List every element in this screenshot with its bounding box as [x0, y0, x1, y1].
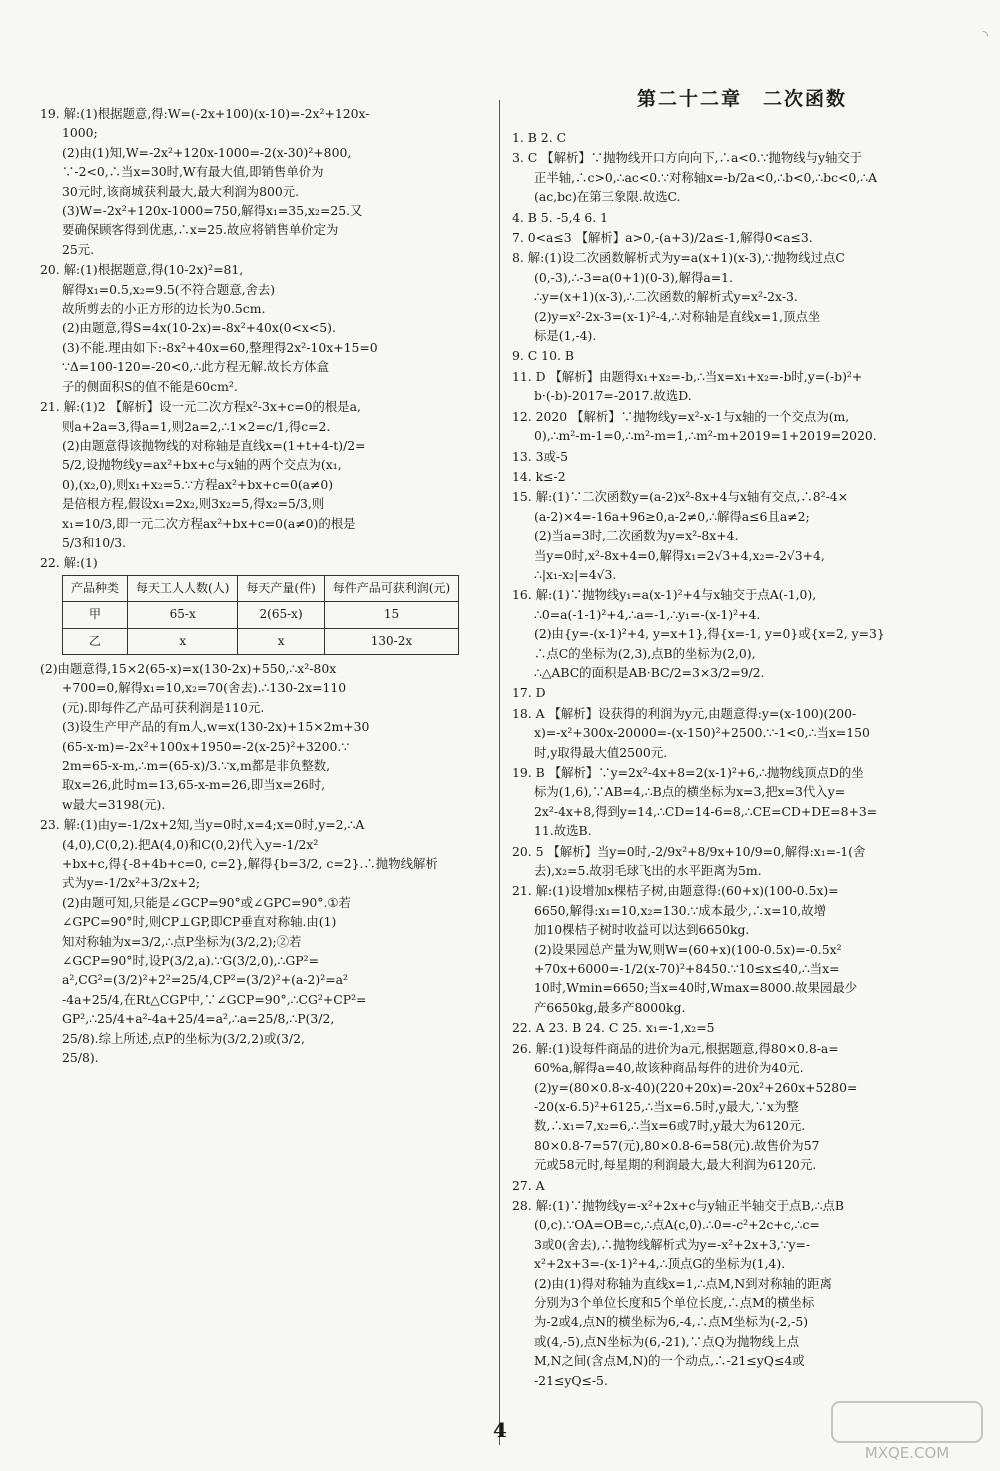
answer-line: (2)由{y=-(x-1)²+4, y=x+1},得{x=-1, y=0}或{x=2, y=3}	[534, 626, 885, 642]
answer-line: 16. 解:(1)∵抛物线y₁=a(x-1)²+4与x轴交于点A(-1,0),	[512, 587, 817, 603]
answer-item	[512, 881, 972, 1017]
answer-line: 产6650kg,最多产8000kg.	[534, 999, 686, 1015]
table-header-cell: 每天工人人数(人)	[128, 575, 238, 601]
answer-line: 25/8).综上所述,点P的坐标为(3/2,2)或(3/2,	[62, 1030, 305, 1046]
answer-line: 11. D 【解析】由题得x₁+x₂=-b,∴当x=x₁+x₂=-b时,y=(-b)²+	[512, 368, 863, 384]
answer-line: 27. A	[512, 1177, 545, 1193]
answer-line: 17. D	[512, 685, 546, 701]
table-header-cell: 每天产量(件)	[238, 575, 324, 601]
answer-line: 当y=0时,x²-8x+4=0,解得x₁=2√3+4,x₂=-2√3+4,	[534, 547, 825, 563]
answer-line: 28. 解:(1)∵抛物线y=-x²+2x+c与y轴正半轴交于点B,∴点B	[512, 1197, 844, 1213]
answer-line: 0),∴m²-m-1=0,∴m²-m=1,∴m²-m+2019=1+2019=2020.	[534, 428, 877, 444]
table-row	[63, 602, 459, 628]
answer-item	[512, 585, 972, 682]
answer-item	[40, 553, 486, 655]
answer-item	[512, 1176, 972, 1195]
answer-line: (元).即每件乙产品可获利润是110元.	[62, 699, 265, 715]
answer-line: 1. B 2. C	[512, 130, 567, 145]
answer-line: 19. B 【解析】∵y=2x²-4x+8=2(x-1)²+6,∴抛物线顶点D的坐	[512, 765, 864, 780]
answer-line: b·(-b)-2017=-2017.故选D.	[534, 388, 692, 404]
answer-line: 分别为3个单位长度和5个单位长度,∴点M的横坐标	[534, 1294, 815, 1310]
answer-line: 14. k≤-2	[512, 468, 566, 484]
answer-line: 2x²-4x+8,得到y=14,∴CD=14-6=8,∴CE=CD+DE=8+3=	[534, 803, 878, 819]
answer-line: 正半轴,∴c>0,∴ac<0.∵对称轴x=-b/2a<0,∴b<0,∴bc<0,∴A	[534, 169, 878, 185]
answer-item	[512, 208, 972, 227]
answer-line: 4. B 5. -5,4 6. 1	[512, 209, 609, 225]
answer-item	[512, 367, 972, 406]
answer-line: (a-2)×4=-16a+96≥0,a-2≠0,∴解得a≤6且a≠2;	[534, 508, 810, 524]
answer-line: 3或0(舍去),∴抛物线解析式为y=-x²+2x+3,∵y=-	[534, 1236, 811, 1252]
answer-line: (2)由题意得,15×2(65-x)=x(130-2x)+550,∴x²-80x	[40, 660, 337, 676]
answer-item	[40, 815, 486, 1067]
answer-line: +bx+c,得{-8+4b+c=0, c=2},解得{b=3/2, c=2}.∴抛物线解析	[62, 856, 438, 872]
answer-line: 8. 解:(1)设二次函数解析式为y=a(x+1)(x-3),∵抛物线过点C	[512, 250, 845, 266]
answer-line: 则a+2a=3,得a=1,则2a=2,∴1×2=c/1,得c=2.	[62, 418, 331, 434]
answer-line: 5/3和10/3.	[62, 534, 127, 550]
answer-line: ∴|x₁-x₂|=4√3.	[534, 566, 617, 582]
answer-line: 30元时,该商城获利最大,最大利润为800元.	[62, 183, 300, 199]
answer-line: 23. 解:(1)由y=-1/2x+2知,当y=0时,x=4;x=0时,y=2,∴A	[40, 817, 365, 833]
answer-item	[512, 704, 972, 762]
answer-line: -21≤yQ≤-5.	[534, 1372, 608, 1388]
answer-line: 11.故选B.	[534, 823, 592, 839]
answer-line: 2m=65-x-m,∴m=(65-x)/3.∵x,m都是非负整数,	[62, 758, 331, 773]
answer-line: (2)由题可知,只能是∠GCP=90°或∠GPC=90°.①若	[62, 894, 351, 910]
answer-line: 取x=26,此时m=13,65-x-m=26,即当x=26时,	[62, 777, 326, 793]
answer-line: (2)当a=3时,二次函数为y=x²-8x+4.	[534, 528, 739, 544]
answer-item	[512, 487, 972, 584]
answer-line: +700=0,解得x₁=10,x₂=70(舍去).∴130-2x=110	[62, 680, 347, 696]
answer-line: 数,∴x₁=7,x₂=6,∴当x=6或7时,y最大为6120元.	[534, 1118, 806, 1134]
table-cell: 15	[324, 602, 458, 628]
answer-line: 式为y=-1/2x²+3/2x+2;	[62, 875, 200, 891]
column-divider	[499, 100, 500, 1445]
answer-line: (2)由(1)知,W=-2x²+120x-1000=-2(x-30)²+800,	[62, 144, 352, 160]
answer-line: 要确保顾客得到优惠,∴x=25.故应将销售单价定为	[62, 222, 339, 238]
answer-line: 13. 3或-5	[512, 448, 568, 464]
answer-item	[512, 467, 972, 486]
answer-line: GP²,∴25/4+a²-4a+25/4=a²,∴a=25/8,∴P(3/2,	[62, 1011, 335, 1027]
answer-line: a²,CG²=(3/2)²+2²=25/4,CP²=(3/2)²+(a-2)²=a²	[62, 972, 348, 988]
answer-line: (65-x-m)=-2x²+100x+1950=-2(x-25)²+3200.∵	[62, 738, 350, 754]
answer-line: (2)y=(80×0.8-x-40)(220+20x)=-20x²+260x+5280=	[534, 1079, 858, 1095]
page-number: 4	[493, 1418, 507, 1442]
answer-item	[512, 346, 972, 365]
answer-line: (0,-3),∴-3=a(0+1)(0-3),解得a=1.	[534, 269, 733, 285]
answer-line: 为-2或4,点N的横坐标为6,-4,∴点M坐标为(-2,-5)	[534, 1314, 809, 1330]
answer-line: x₁=10/3,即一元二次方程ax²+bx+c=0(a≠0)的根是	[62, 515, 356, 531]
answer-line: 标是(1,-4).	[534, 328, 597, 344]
answer-line: ∠GCP=90°时,设P(3/2,a).∵G(3/2,0),∴GP²=	[62, 953, 319, 969]
answer-line: 18. A 【解析】设获得的利润为y元,由题意得:y=(x-100)(200-	[512, 705, 857, 721]
answer-item	[512, 1018, 972, 1037]
table-cell: x	[238, 628, 324, 654]
answer-line: 21. 解:(1)2 【解析】设一元二次方程x²-3x+c=0的根是a,	[40, 399, 361, 415]
answer-item	[512, 1039, 972, 1175]
answer-line: 标为(1,6),∵AB=4,∴B点的横坐标为x=3,把x=3代入y=	[534, 784, 846, 800]
table-header-cell: 产品种类	[63, 575, 128, 601]
answer-line: (4,0),C(0,2).把A(4,0)和C(0,2)代入y=-1/2x²	[62, 836, 319, 852]
answer-line: 26. 解:(1)设每件商品的进价为a元,根据题意,得80×0.8-a=	[512, 1040, 839, 1056]
answer-line: 子的侧面积S的值不能是60cm².	[62, 378, 238, 394]
answer-line: (3)W=-2x²+120x-1000=750,解得x₁=35,x₂=25.又	[62, 203, 363, 219]
answer-line: 9. C 10. B	[512, 348, 574, 364]
answer-line: (2)设果园总产量为W,则W=(60+x)(100-0.5x)=-0.5x²	[534, 941, 842, 957]
answer-line: +70x+6000=-1/2(x-70)²+8450.∵10≤x≤40,∴当x=	[534, 961, 840, 977]
answer-item	[512, 1196, 972, 1390]
answer-line: ∠GPC=90°时,则CP⊥GP,即CP垂直对称轴.由(1)	[62, 914, 337, 930]
answer-item	[512, 763, 972, 841]
table-row	[63, 628, 459, 654]
answer-line: 22. 解:(1)	[40, 555, 98, 571]
answer-line: 22. A 23. B 24. C 25. x₁=-1,x₂=5	[512, 1020, 715, 1036]
answer-line: (2)由题意,得S=4x(10-2x)=-8x²+40x(0<x<5).	[62, 320, 336, 336]
answer-item	[40, 397, 486, 552]
answer-line: 0),(x₂,0),则x₁+x₂=5.∵方程ax²+bx+c=0(a≠0)	[62, 476, 334, 492]
answer-line: ∴y=(x+1)(x-3),∴二次函数的解析式y=x²-2x-3.	[534, 289, 798, 305]
answer-line: 10时,Wmin=6650;当x=40时,Wmax=8000.故果园最少	[534, 980, 858, 996]
answer-line: -20(x-6.5)²+6125,∴当x=6.5时,y最大,∵x为整	[534, 1098, 799, 1114]
answer-line: 60%a,解得a=40,故该种商品每件的进价为40元.	[534, 1060, 804, 1076]
answer-line: 3. C 【解析】∵抛物线开口方向向下,∴a<0.∵抛物线与y轴交于	[512, 150, 863, 166]
answer-line: (3)不能.理由如下:-8x²+40x=60,整理得2x²-10x+15=0	[62, 339, 378, 355]
left-column	[40, 104, 486, 1069]
answer-line: 25/8).	[62, 1050, 99, 1066]
corner-mark: ◝	[982, 28, 988, 44]
answer-line: 1000;	[62, 125, 98, 141]
answer-line: -4a+25/4,在Rt△CGP中,∵∠GCP=90°,∴CG²+CP²=	[62, 991, 367, 1007]
profit-table	[62, 575, 459, 655]
answer-line: ∴点C的坐标为(2,3),点B的坐标为(2,0),	[534, 645, 756, 661]
answer-line: (3)设生产甲产品的有m人,w=x(130-2x)+15×2m+30	[62, 719, 370, 735]
answer-item	[512, 148, 972, 206]
answer-item	[40, 104, 486, 259]
answer-line: ∴0=a(-1-1)²+4,∴a=-1,∴y₁=-(x-1)²+4.	[534, 606, 761, 622]
answer-line: 故所剪去的小正方形的边长为0.5cm.	[62, 301, 266, 317]
svg-text:MXQE.COM: MXQE.COM	[864, 1444, 950, 1462]
answer-line: 元或58元时,每星期的利润最大,最大利润为6120元.	[534, 1157, 817, 1173]
answer-line: (2)由题意得该抛物线的对称轴是直线x=(1+t+4-t)/2=	[62, 437, 366, 453]
answer-line: ∵-2<0,∴当x=30时,W有最大值,即销售单价为	[62, 164, 324, 180]
answer-line: 5/2,设抛物线y=ax²+bx+c与x轴的两个交点为(x₁,	[62, 457, 342, 473]
answer-line: 20. 5 【解析】当y=0时,-2/9x²+8/9x+10/9=0,解得:x₁=-1(舍	[512, 843, 866, 859]
answer-line: 时,y取得最大值2500元.	[534, 744, 668, 760]
table-cell: 130-2x	[324, 628, 458, 654]
table-cell: 2(65-x)	[238, 602, 324, 628]
answer-line: (0,c).∵OA=OB=c,∴点A(c,0).∴0=-c²+2c+c,∴c=	[534, 1217, 820, 1233]
answer-line: 去),x₂=5.故羽毛球飞出的水平距离为5m.	[534, 863, 762, 879]
right-column	[512, 128, 972, 1391]
answer-line: 21. 解:(1)设增加x棵桔子树,由题意得:(60+x)(100-0.5x)=	[512, 883, 839, 899]
answer-line: 6650,解得:x₁=10,x₂=130.∵成本最少,∴x=10,故增	[534, 902, 827, 918]
answer-line: w最大=3198(元).	[62, 796, 166, 812]
chapter-title: 第二十二章 二次函数	[636, 88, 847, 110]
answer-item	[512, 128, 972, 147]
answer-item	[512, 248, 972, 345]
answer-item	[512, 842, 972, 881]
answer-line: x)=-x²+300x-20000=-(x-150)²+2500.∵-1<0,∴当x=150	[534, 725, 870, 741]
answer-item	[512, 447, 972, 466]
answer-line: 解得x₁=0.5,x₂=9.5(不符合题意,舍去)	[62, 281, 276, 297]
answer-line: 加10棵桔子树时收益可以达到6650kg.	[534, 922, 750, 938]
answer-item	[40, 260, 486, 396]
answer-line: (ac,bc)在第三象限.故选C.	[534, 189, 681, 205]
answer-line: ∵Δ=100-120=-20<0,∴此方程无解.故长方体盒	[62, 359, 329, 375]
answer-line: 7. 0<a≤3 【解析】a>0,-(a+3)/2a≤-1,解得0<a≤3.	[512, 230, 813, 246]
table-cell: 乙	[63, 628, 128, 654]
answer-line: M,N之间(含点M,N)的一个动点,∴-21≤yQ≤4或	[534, 1353, 805, 1369]
answer-line: (2)由(1)得对称轴为直线x=1,∴点M,N到对称轴的距离	[534, 1275, 832, 1291]
answer-line: (2)y=x²-2x-3=(x-1)²-4,∴对称轴是直线x=1,顶点坐	[534, 308, 821, 324]
answer-line: 是倍根方程,假设x₁=2x₂,则3x₂=5,得x₂=5/3,则	[62, 496, 325, 512]
answer-line: 12. 2020 【解析】∵抛物线y=x²-x-1与x轴的一个交点为(m,	[512, 408, 850, 424]
answer-line: 20. 解:(1)根据题意,得(10-2x)²=81,	[40, 262, 244, 278]
answer-item	[512, 683, 972, 702]
table-cell: 甲	[63, 602, 128, 628]
table-cell: x	[128, 628, 238, 654]
answer-line: 19. 解:(1)根据题意,得:W=(-2x+100)(x-10)=-2x²+120x-	[40, 106, 370, 121]
answer-line: 80×0.8-7=57(元),80×0.8-6=58(元).故售价为57	[534, 1137, 820, 1153]
answer-line: ∴△ABC的面积是AB·BC/2=3×3/2=9/2.	[534, 664, 765, 680]
answer-line: x²+2x+3=-(x-1)²+4,∴顶点G的坐标为(1,4).	[534, 1256, 786, 1272]
answer-line: 知对称轴为x=3/2,∴点P坐标为(3/2,2);②若	[62, 933, 302, 949]
answer-item	[512, 407, 972, 446]
answer-line: 15. 解:(1)∵二次函数y=(a-2)x²-8x+4与x轴有交点,∴8²-4×	[512, 489, 849, 505]
answer-line: 或(4,-5),点N坐标为(6,-21),∵点Q为抛物线上点	[534, 1333, 799, 1349]
watermark-logo	[828, 1398, 986, 1464]
table-cell: 65-x	[128, 602, 238, 628]
answer-item	[512, 228, 972, 247]
table-header-cell: 每件产品可获利润(元)	[324, 575, 458, 601]
answer-line: 25元.	[62, 241, 95, 257]
answer-item	[40, 659, 486, 814]
